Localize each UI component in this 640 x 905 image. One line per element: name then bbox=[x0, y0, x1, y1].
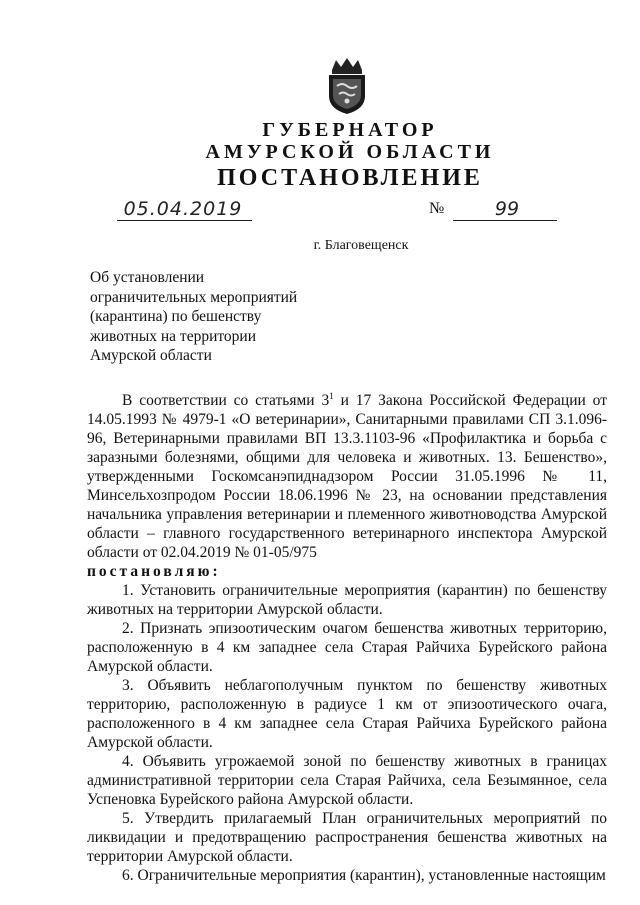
issuer-title-line1: ГУБЕРНАТОР bbox=[262, 119, 438, 141]
preamble-paragraph bbox=[87, 391, 607, 562]
date-underline bbox=[117, 220, 252, 221]
date-number-row bbox=[117, 198, 557, 224]
subject-line: Амурской области bbox=[90, 347, 212, 364]
decree-word-paragraph bbox=[87, 562, 607, 581]
decree-item: 4. Объявить угрожаемой зоной по бешенству животных в границах административной территории села Старая Райчиха, села Безымянное, села Успеновка Бурейского района Амурской области. bbox=[87, 753, 607, 808]
subject-line: ограничительных мероприятий bbox=[90, 288, 298, 306]
issuer-title-line2: АМУРСКОЙ ОБЛАСТИ bbox=[205, 141, 495, 163]
document-type: ПОСТАНОВЛЕНИЕ bbox=[217, 165, 483, 191]
preamble-text-rest: и 17 Закона Российской Федерации от 14.05.1993 № 4979-1 «О ветеринарии», Санитарными правилами СП 3.1.096-96, Ветеринарными правилами ВП 13.3.1103-96 «Профилактика и борьба с заразными болезнями, общими для человека и животных. 13. Бешенство», утвержденными Госкомсанэпиднадзором России 31.05.1996 № 11, Минсельхозпродом России 18.06.1996 № 23, на основании представления начальника управления ветеринарии и племенного животноводства Амурской области – главного государственного ветеринарного инспектора Амурской области от 02.04.2019 № 01-05/975 bbox=[87, 392, 608, 561]
decree-item: 2. Признать эпизоотическим очагом бешенства животных территорию, расположенную в 4 км западнее села Старая Райчиха Бурейского района Амурской области. bbox=[87, 620, 607, 675]
preamble-text-start: В соответствии со статьями 3 bbox=[122, 392, 330, 409]
document-body bbox=[87, 391, 607, 885]
decree-item: 6. Ограничительные мероприятия (карантин), установленные настоящим bbox=[122, 867, 606, 884]
decree-item: 5. Утвердить прилагаемый План ограничительных мероприятий по ликвидации и предотвращению распространения бешенства животных на территории Амурской области. bbox=[87, 810, 607, 865]
decree-word: постановляю: bbox=[87, 563, 221, 580]
decree-item: 3. Объявить неблагополучным пунктом по бешенству животных территорию, расположенную в радиусе 1 км от эпизоотического очага, расположенного в 4 км западнее села Старая Райчиха Бурейского района Амурской области. bbox=[87, 677, 607, 751]
city: г. Благовещенск bbox=[313, 238, 409, 253]
decree-item: 1. Установить ограничительные мероприятия (карантин) по бешенству животных на территории Амурской области. bbox=[87, 582, 607, 618]
number-label: № bbox=[429, 200, 445, 217]
number-underline bbox=[453, 220, 557, 221]
document-number: 99 bbox=[494, 198, 520, 220]
document-date: 05.04.2019 bbox=[123, 198, 243, 220]
subject-line: (карантина) по бешенству bbox=[90, 308, 262, 325]
subject-line: Об установлении bbox=[90, 269, 205, 286]
article-superscript: 1 bbox=[329, 390, 334, 401]
document-subject bbox=[90, 268, 330, 366]
coat-of-arms-icon bbox=[324, 56, 370, 116]
issuer-title bbox=[0, 119, 640, 163]
subject-line: животных на территории bbox=[90, 327, 257, 345]
